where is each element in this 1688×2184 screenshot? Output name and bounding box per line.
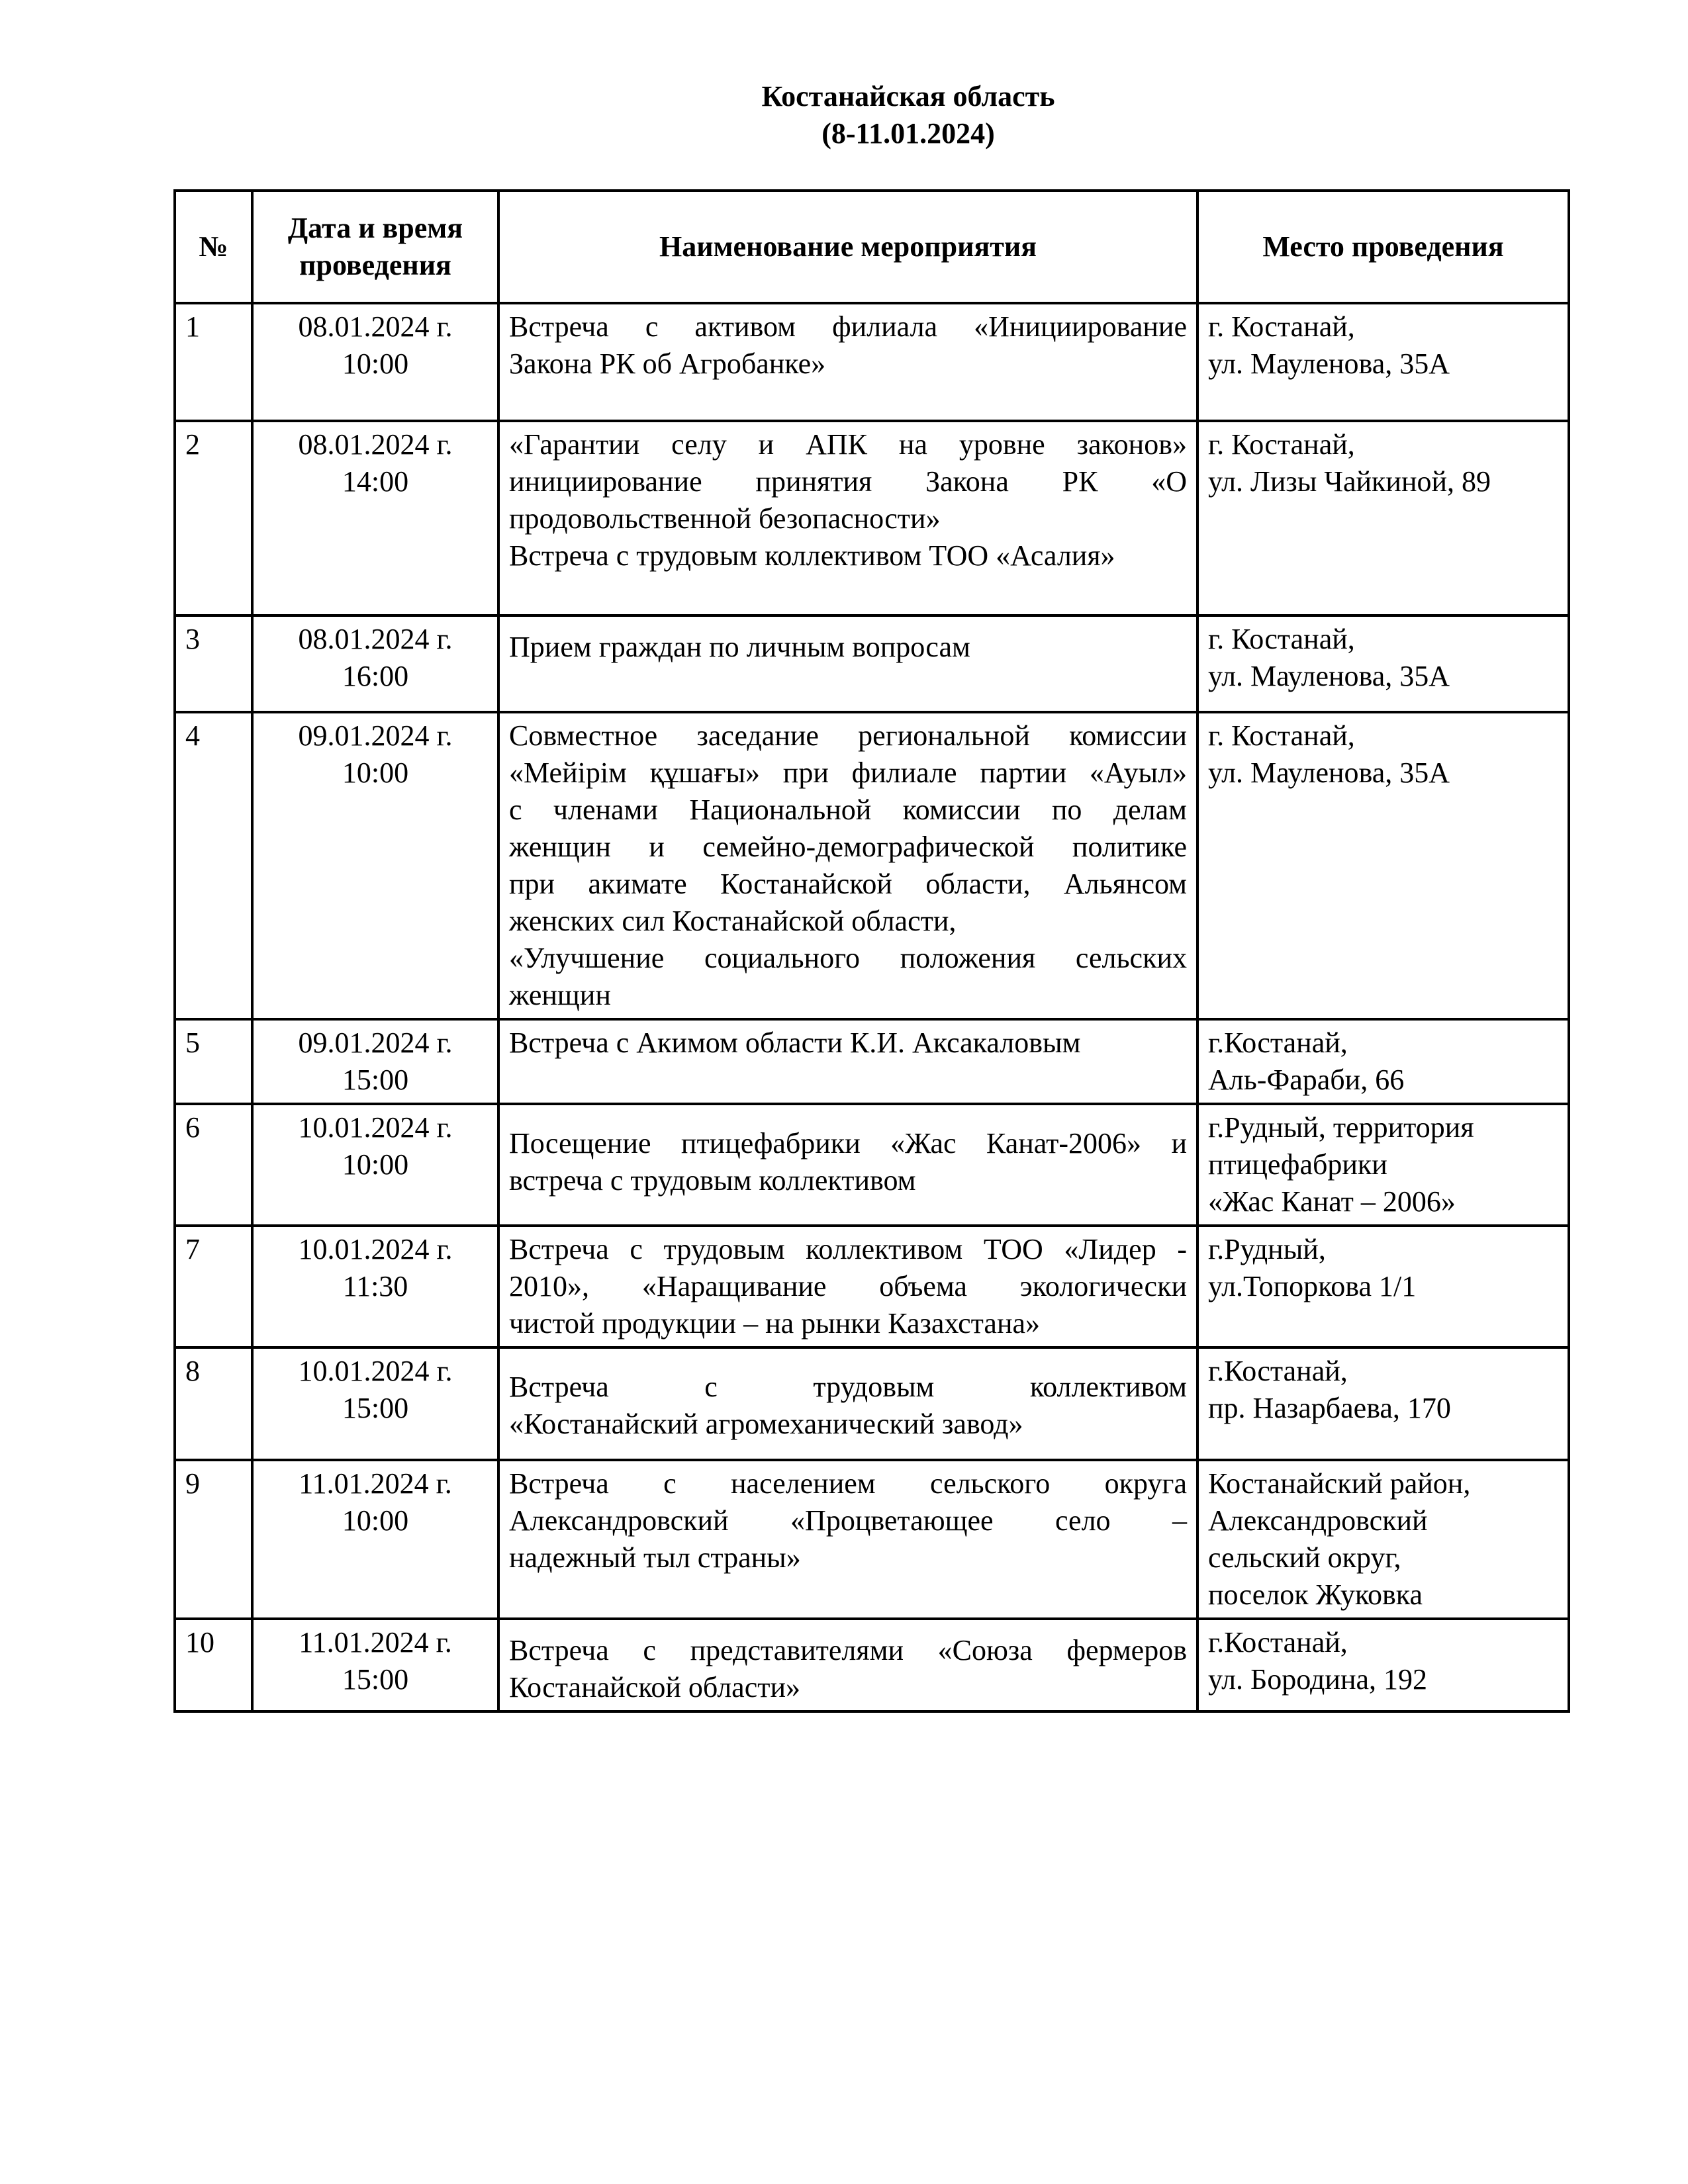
row-date-line: 08.01.2024 г. [298,428,453,461]
row-place-cell [1197,1019,1569,1104]
row-event-name-line: Встреча с трудовым коллективом ТОО «Лидер - [509,1233,1187,1265]
row-event-name-line: инициирование принятия Закона РК «О [509,465,1187,498]
row-number-cell: 3 [175,615,252,712]
row-date-cell [252,1619,498,1711]
row-number-cell: 10 [175,1619,252,1711]
row-event-name-cell [498,615,1197,712]
row-place-line: г.Рудный, [1208,1233,1326,1265]
column-header-number: № [175,191,252,303]
row-event-name-line: надежный тыл страны» [509,1541,801,1574]
row-event-name-line: Встреча с трудовым коллективом ТОО «Асалия» [509,539,1115,572]
row-event-name-line: Встреча с представителями «Союза фермеров [509,1634,1187,1666]
row-place-cell [1197,1619,1569,1711]
row-date-cell [252,1104,498,1226]
row-date-line: 11:30 [342,1270,408,1302]
row-place-cell [1197,1226,1569,1347]
row-event-name-line: Встреча с активом филиала «Инициирование [509,310,1187,343]
table-row [175,712,1569,1019]
table-row [175,1226,1569,1347]
column-header-date [252,191,498,303]
row-place-line: Александровский [1208,1504,1428,1537]
row-event-name-line: «Мейірім құшағы» при филиале партии «Ауыл» [509,756,1187,789]
period-subtitle: (8-11.01.2024) [821,117,995,150]
row-event-name-line: женщин и семейно-демографической политике [509,831,1187,863]
row-place-line: «Жас Канат – 2006» [1208,1185,1456,1218]
row-date-line: 10.01.2024 г. [298,1233,453,1265]
document-header [0,78,1688,152]
row-event-name-line: с членами Национальной комиссии по делам [509,794,1187,826]
row-date-line: 11.01.2024 г. [299,1626,452,1659]
column-header-date-line: Дата и время [287,212,463,244]
row-place-line: г. Костанай, [1208,623,1355,655]
table-row [175,421,1569,615]
row-date-line: 10:00 [342,347,409,380]
row-number-cell: 5 [175,1019,252,1104]
row-event-name-line: продовольственной безопасности» [509,502,941,535]
row-date-line: 11.01.2024 г. [299,1467,452,1500]
row-place-line: ул. Мауленова, 35А [1208,347,1450,380]
row-event-name-line: «Костанайский агромеханический завод» [509,1408,1023,1440]
row-event-name-line: чистой продукции – на рынки Казахстана» [509,1307,1041,1340]
column-header-place: Место проведения [1197,191,1569,303]
row-event-name-line: Встреча с населением сельского округа [509,1467,1187,1500]
row-event-name-line: Встреча с Акимом области К.И. Аксакаловым [509,1026,1081,1059]
row-event-name-cell [498,421,1197,615]
row-event-name-line: женских сил Костанайской области, [509,905,957,937]
row-date-line: 15:00 [342,1064,409,1096]
row-number-cell: 9 [175,1460,252,1619]
row-date-line: 08.01.2024 г. [298,623,453,655]
row-place-line: г. Костанай, [1208,428,1355,461]
events-schedule-table [173,189,1570,1713]
row-event-name-cell [498,712,1197,1019]
table-row [175,1347,1569,1460]
table-row [175,303,1569,421]
row-place-line: птицефабрики [1208,1148,1387,1181]
row-number-cell: 7 [175,1226,252,1347]
row-date-cell [252,1226,498,1347]
row-place-line: г.Костанай, [1208,1626,1348,1659]
row-date-line: 10:00 [342,1504,409,1537]
table-row [175,615,1569,712]
row-event-name-cell [498,1019,1197,1104]
row-place-line: ул.Топоркова 1/1 [1208,1270,1417,1302]
row-place-cell [1197,303,1569,421]
row-date-line: 08.01.2024 г. [298,310,453,343]
row-date-line: 15:00 [342,1663,409,1696]
row-date-cell [252,421,498,615]
row-number-cell: 2 [175,421,252,615]
row-event-name-cell [498,1619,1197,1711]
row-event-name-line: женщин [509,979,611,1011]
row-place-line: ул. Лизы Чайкиной, 89 [1208,465,1491,498]
row-place-line: ул. Бородина, 192 [1208,1663,1428,1696]
row-place-cell [1197,615,1569,712]
table-row [175,1019,1569,1104]
row-place-cell [1197,1104,1569,1226]
row-place-line: ул. Мауленова, 35А [1208,660,1450,692]
row-date-cell [252,615,498,712]
row-place-line: Костанайский район, [1208,1467,1471,1500]
row-place-cell [1197,1347,1569,1460]
row-event-name-cell [498,303,1197,421]
row-date-line: 10:00 [342,1148,409,1181]
row-event-name-line: «Улучшение социального положения сельских [509,942,1187,974]
row-date-cell [252,1460,498,1619]
row-event-name-cell [498,1104,1197,1226]
row-place-line: ул. Мауленова, 35А [1208,756,1450,789]
row-date-line: 10.01.2024 г. [298,1111,453,1144]
column-header-event-name: Наименование мероприятия [498,191,1197,303]
table-row [175,1619,1569,1711]
row-place-line: поселок Жуковка [1208,1578,1423,1611]
row-place-line: г.Рудный, территория [1208,1111,1474,1144]
region-title: Костанайская область [761,80,1055,113]
row-place-line: Аль-Фараби, 66 [1208,1064,1405,1096]
row-date-cell [252,1019,498,1104]
row-event-name-line: встреча с трудовым коллективом [509,1164,916,1197]
row-number-cell: 4 [175,712,252,1019]
row-date-cell [252,303,498,421]
row-number-cell: 6 [175,1104,252,1226]
table-header-row [175,191,1569,303]
row-date-cell [252,712,498,1019]
row-place-line: г. Костанай, [1208,719,1355,752]
row-event-name-line: Посещение птицефабрики «Жас Канат-2006» и [509,1127,1187,1160]
row-date-line: 15:00 [342,1392,409,1424]
row-event-name-line: Совместное заседание региональной комиссии [509,719,1187,752]
row-number-cell: 1 [175,303,252,421]
row-place-cell [1197,712,1569,1019]
row-event-name-line: Александровский «Процветающее село – [509,1504,1187,1537]
row-date-line: 10.01.2024 г. [298,1355,453,1387]
row-date-line: 10:00 [342,756,409,789]
row-date-cell [252,1347,498,1460]
row-place-line: пр. Назарбаева, 170 [1208,1392,1451,1424]
row-event-name-line: при акимате Костанайской области, Альянсом [509,868,1187,900]
row-place-cell [1197,1460,1569,1619]
row-number-cell: 8 [175,1347,252,1460]
row-event-name-cell [498,1460,1197,1619]
row-event-name-line: 2010», «Наращивание объема экологически [509,1270,1187,1302]
table-row [175,1104,1569,1226]
row-place-line: г.Костанай, [1208,1026,1348,1059]
table-body [175,303,1569,1711]
row-place-line: сельский округ, [1208,1541,1401,1574]
row-place-line: г. Костанай, [1208,310,1355,343]
row-date-line: 09.01.2024 г. [298,1026,453,1059]
row-event-name-cell [498,1347,1197,1460]
row-event-name-line: Костанайской области» [509,1671,800,1704]
row-date-line: 14:00 [342,465,409,498]
table-row [175,1460,1569,1619]
row-event-name-line: Встреча с трудовым коллективом [509,1371,1187,1403]
column-header-date-line: проведения [299,249,451,281]
row-event-name-line: Прием граждан по личным вопросам [509,631,970,663]
row-place-line: г.Костанай, [1208,1355,1348,1387]
row-date-line: 16:00 [342,660,409,692]
row-place-cell [1197,421,1569,615]
row-event-name-cell [498,1226,1197,1347]
row-event-name-line: Закона РК об Агробанке» [509,347,826,380]
row-date-line: 09.01.2024 г. [298,719,453,752]
row-event-name-line: «Гарантии селу и АПК на уровне законов» [509,428,1187,461]
